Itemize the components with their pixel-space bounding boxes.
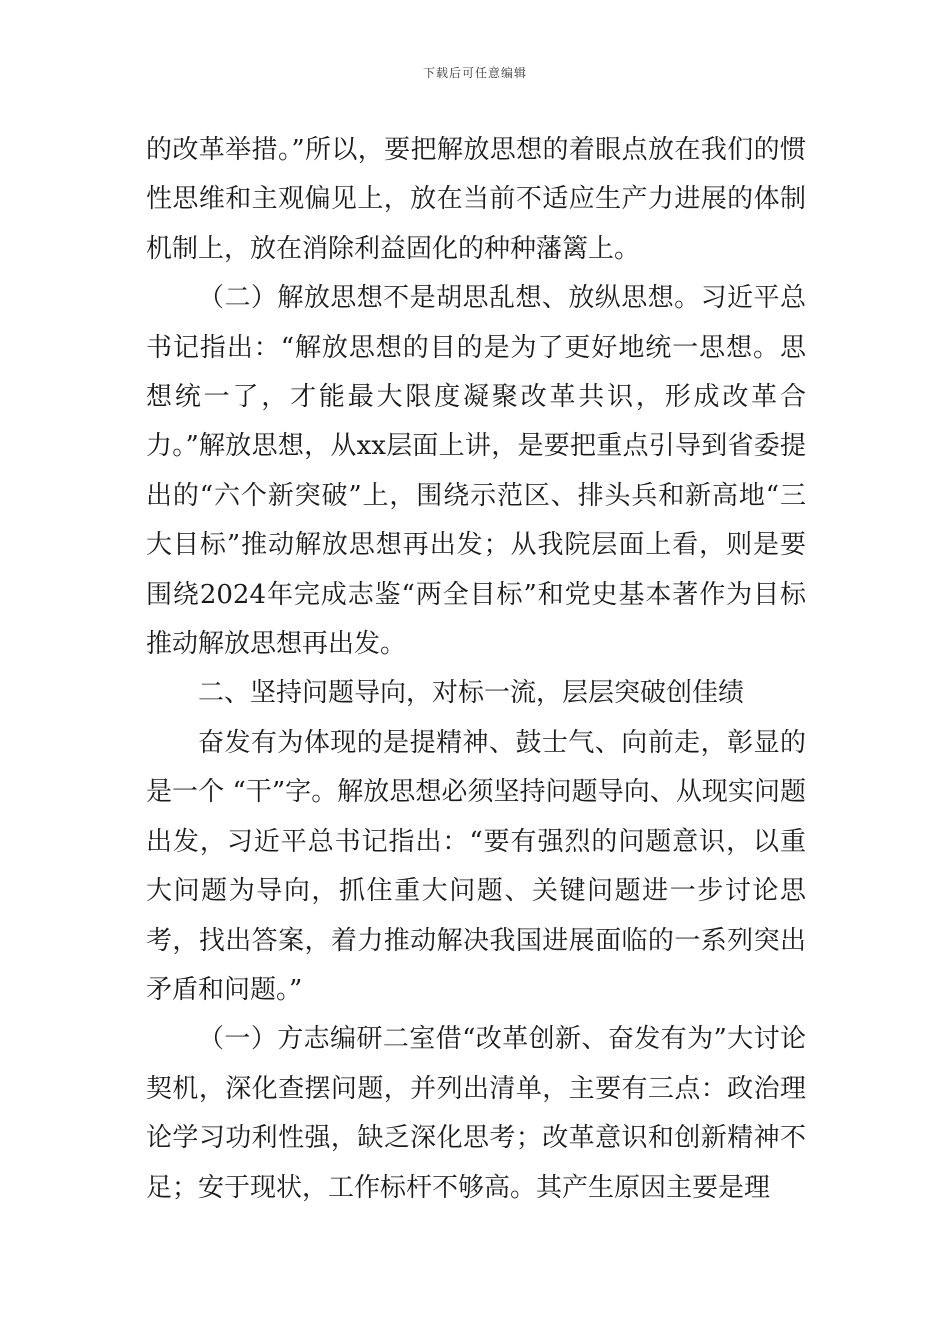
section-heading-problem-orientation: 二、坚持问题导向，对标一流，层层突破创佳绩 (198, 678, 745, 709)
paragraph-reform-measures: 的改革举措。”所以，要把解放思想的着眼点放在我们的惯性思维和主观偏见上，放在当前不适应生产力进展的体制机制上，放在消除利益固化的种种藩篱上。 (146, 135, 806, 264)
paragraph-emancipate-thought: （二）解放思想不是胡思乱想、放纵思想。习近平总书记指出：“解放思想的目的是为了更好地统一思想。思想统一了，才能最大限度凝聚改革共识，形成改革合力。”解放思想，从xx层面上讲，是要把重点引导到省委提出的“六个新突破”上，围绕示范区、排头兵和新高地“三大目标”推动解放思想再出发；从我院层面上看，则是要围绕2024年完成志鉴“两全目标”和党史基本著作为目标推动解放思想再出发。 (146, 283, 806, 660)
paragraph-striving: 奋发有为体现的是提精神、鼓士气、向前走，彰显的是一个 “干”字。解放思想必须坚持问题导向、从现实问题出发，习近平总书记指出：“要有强烈的问题意识，以重大问题为导向，抓住重大问题、关键问题进一步讨论思考，找出答案，着力推动解决我国进展面临的一系列突出矛盾和问题。” (146, 727, 806, 1005)
paragraph-office-two: （一）方志编研二室借“改革创新、奋发有为”大讨论契机，深化查摆问题，并列出清单，主要有三点：政治理论学习功利性强，缺乏深化思考；改革意识和创新精神不足；安于现状，工作标杆不够高。其产生原因主要是理 (146, 1024, 806, 1203)
header-note: 下载后可任意编辑 (422, 66, 527, 80)
document-body (146, 126, 806, 1213)
